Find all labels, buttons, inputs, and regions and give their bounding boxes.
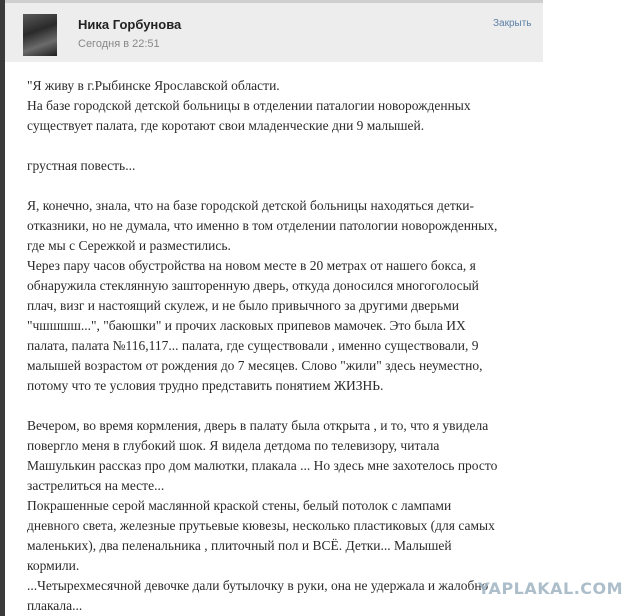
author-name[interactable]: Ника Горбунова [78,17,182,32]
text-line: Вечером, во время кормления, дверь в палату была открыта , и то, что я увидела [27,418,489,433]
text-line: палата, палата №116,117... палата, где существовали , именно существовали, 9 [27,338,479,353]
text-line: застрелиться на месте... [27,478,165,493]
text-line [27,396,547,416]
text-line: дневного света, железные прутьевые кювезы, несколько пластиковых (для самых [27,518,495,533]
text-line: грустная повесть... [27,158,136,173]
text-line: Покрашенные серой маслянной краской стены, белый потолок с лампами [27,498,452,513]
text-line: обнаружила стеклянную зашторенную дверь, откуда доносился многоголосый [27,278,479,293]
text-line [27,136,547,156]
watermark: YAPLAKAL.COM [478,579,624,598]
text-line: малышей возрастом от рождения до 7 месяцев. Слово "жили" здесь неуместно, [27,358,483,373]
avatar[interactable] [23,14,57,56]
text-line: Машулькин рассказ про дом малютки, плакала ... Но здесь мне захотелось просто [27,458,498,473]
post-date: Сегодня в 22:51 [78,38,160,50]
text-line: повергло меня в глубокий шок. Я видела детдома по телевизору, читала [27,438,440,453]
text-line: существует палата, где коротают свои младенческие дни 9 малышей. [27,118,425,133]
text-line: кормили. [27,558,80,573]
post-header [5,3,543,62]
post-popup [5,0,543,616]
text-line: потому что те условия трудно представить понятием ЖИЗНЬ. [27,378,384,393]
text-line: Я, конечно, знала, что на базе городской детской больницы находяться детки- [27,198,475,213]
close-button[interactable]: Закрыть [493,18,532,29]
text-line [27,176,547,196]
text-line: "Я живу в г.Рыбинске Ярославской области. [27,78,280,93]
text-line: где мы с Сережкой и разместились. [27,238,231,253]
text-line: маленьких), два пеленальника , плиточный пол и ВСЁ. Детки... Малышей [27,538,452,553]
post-text [27,76,547,616]
text-line: отказники, но не думала, что именно в том отделении патологии новорожденных, [27,218,498,233]
text-line: ...Четырехмесячной девочке дали бутылочку в руки, она не удержала и жалобно [27,578,489,593]
text-line: "чшшшш...", "баюшки" и прочих ласковых припевов мамочек. Это была ИХ [27,318,466,333]
text-line: плач, визг и настоящий скулеж, и не было привычного за другими дверьми [27,298,459,313]
text-line: На базе городской детской больницы в отделении паталогии новорожденных [27,98,471,113]
text-line: плакала... [27,598,83,613]
text-line: Через пару часов обустройства на новом месте в 20 метрах от нашего бокса, я [27,258,476,273]
